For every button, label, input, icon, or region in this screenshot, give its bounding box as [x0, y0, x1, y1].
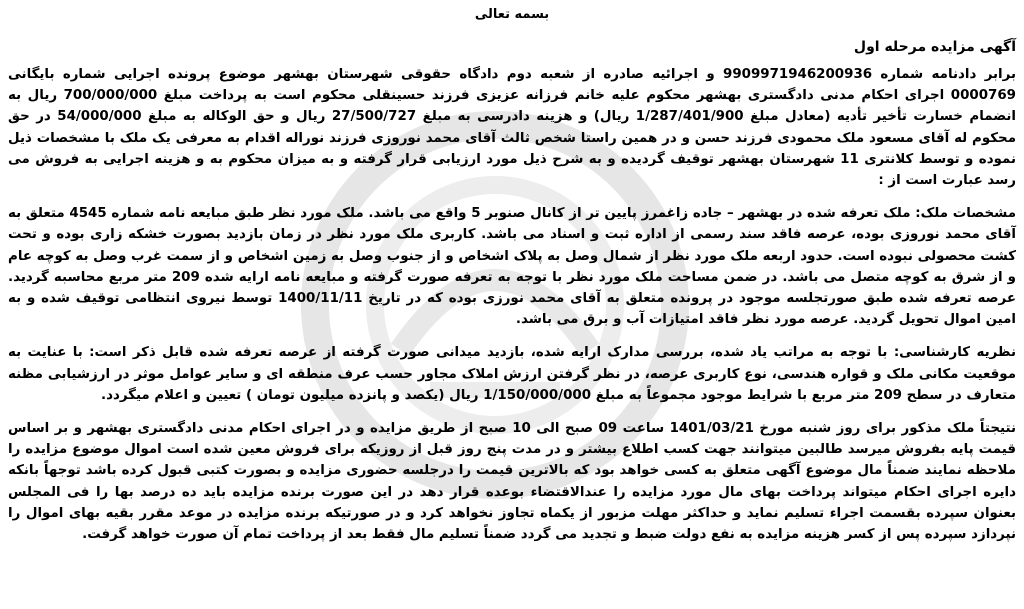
- paragraph-auction-terms: نتیجتاً ملک مذکور برای روز شنبه مورخ 1401/03/21 ساعت 09 صبح الی 10 صبح از طریق مزایده و در اجرای احکام مدنی دادگستری بهشهر و بر اساس قیمت پایه بفروش میرسد طالبین میتوانند جهت کسب اطلاع بیشتر و در مدت پنج روز قبل از روزیکه برای فروش معین شده است اموال موضوع مزایده را ملاحظه نمایند ضمناً مال موضوع آگهی متعلق به کسی خواهد بود که بالاترین قیمت را درجلسه حضوری مزایده و بصورت کتبی قبول کرده باشد توجهاً بانکه دایره اجرای احکام میتواند پرداخت بهای مال مورد مزایده را عندالاقتضاء بوعده قرار دهد در این صورت برنده مزایده باید ده درصد بها را فی المجلس بعنوان سپرده بقسمت اجراء تسلیم نماید و حداکثر مهلت مزبور از یکماه تجاوز نخواهد کرد و در صورتیکه برنده مزایده در موعد مقرر بقیه بهای اموال را نپردازد سپرده پس از کسر هزینه مزایده به نفع دولت ضبط و تجدید می گردد ضمناً تسلیم مال فقط بعد از پرداخت تمام آن صورت خواهد گرفت.: [8, 421, 1016, 543]
- paragraph-expert-opinion: نظریه کارشناسی: با توجه به مراتب یاد شده، بررسی مدارک ارایه شده، بازدید میدانی صورت گرفته از عرصه تعرفه شده قابل ذکر است: با عنایت به موقعیت مکانی ملک و قواره هندسی، نوع کاربری عرصه، در نظر گرفتن ارزش املاک مجاور حسب عرف منطقه ای و سایر عوامل موثر در ارزشیابی مظنه متعارف در سطح 209 متر مربع با شرایط موجود مجموعاً به مبلغ 1/150/000/000 ریال (یکصد و پانزده میلیون تومان ) تعیین و اعلام میگردد.: [8, 345, 1016, 403]
- paragraph-property-specs: مشخصات ملک: ملک تعرفه شده در بهشهر – جاده زاغمرز پایین تر از کانال صنوبر 5 واقع می باشد. ملک مورد نظر طبق مبایعه نامه شماره 4545 متعلق به آقای محمد نوروزی بوده، عرصه فاقد سند رسمی از اداره ثبت و اسناد می باشد. کاربری ملک مورد نظر در زمان بازدید بصورت خشکه زاری بوده و تحت کشت محصولی نبوده است. حدود اربعه ملک مورد نظر از شمال وصل به پلاک اشخاص و از جنوب وصل به زمین اشخاص و از سمت غرب وصل به کوچه عام و از شرق به کوچه متصل می باشد. در ضمن مساحت ملک مورد نظر با توجه به تعرفه صورت گرفته و مبایعه نامه ارایه شده 209 متر مربع محاسبه گردید. عرصه تعرفه شده طبق صورتجلسه موجود در پرونده متعلق به آقای محمد نورزی بوده که در تاریخ 1400/11/11 توسط نیروی انتظامی توقیف شده و به امین اموال تحویل گردید. عرصه مورد نظر فاقد امتیازات آب و برق می باشد.: [8, 206, 1017, 328]
- header-bismillah: بسمه تعالی: [474, 7, 550, 22]
- paragraph-intro: برابر دادنامه شماره 9909971946200936 و اجرائیه صادره از شعبه دوم دادگاه حقوقی شهرستان بهشهر موضوع پرونده اجرایی شماره بایگانی 0000769 اجرای احکام مدنی دادگستری بهشهر محکوم علیه خانم فرزانه عزیزی فرزند حسینقلی محکوم است به پرداخت مبلغ 700/000/000 ریال به انضمام خسارت تأخیر تأدیه (معادل مبلغ 1/287/401/900 ریال) و هزینه دادرسی به مبلغ 27/500/727 ریال و حق الوکاله به مبلغ 54/000/000 در حق محکوم له آقای مسعود ملک محمودی فرزند حسن و در همین راستا شخص ثالث آقای محمد نوروزی فرزند نوراله اقدام به معرفی یک ملک با مشخصات ذیل نموده و توسط کلانتری 11 شهرستان بهشهر توقیف گردیده و به شرح ذیل مورد ارزیابی قرار گرفته و به میزان محکوم به و هزینه اجرایی به فروش می رسد عبارت است از :: [8, 67, 1017, 189]
- notice-title: آگهی مزایده مرحله اول: [853, 39, 1016, 55]
